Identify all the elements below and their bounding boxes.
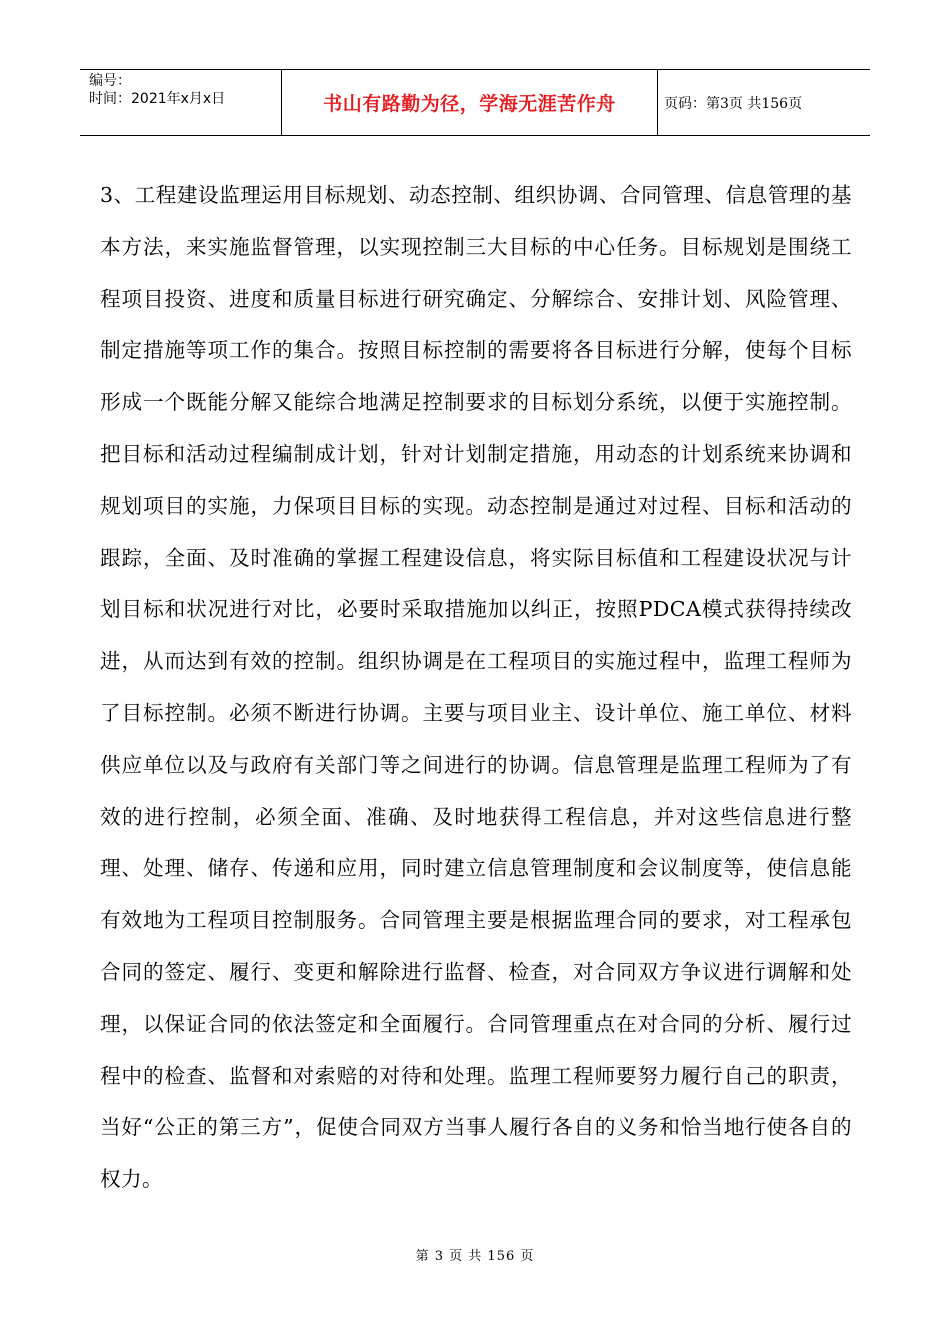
header-motto: 书山有路勤为径，学海无涯苦作舟 (323, 93, 616, 115)
header-motto-cell (282, 70, 658, 135)
page-header (80, 69, 870, 136)
page-footer (0, 1245, 950, 1264)
document-date-label: 时间：2021年x月x日 (89, 91, 226, 107)
header-page-info: 页码：第3页 共156页 (664, 95, 803, 112)
document-code-label: 编号： (89, 73, 131, 89)
header-meta-cell (80, 70, 282, 135)
footer-page-number: 第 3 页 共 156 页 (415, 1249, 535, 1264)
body-paragraph: 3、工程建设监理运用目标规划、动态控制、组织协调、合同管理、信息管理的基本方法，来实施监督管理，以实现控制三大目标的中心任务。目标规划是围绕工程项目投资、进度和质量目标进行研究确定、分解综合、安排计划、风险管理、制定措施等项工作的集合。按照目标控制的需要将各目标进行分解，使每个目标形成一个既能分解又能综合地满足控制要求的目标划分系统，以便于实施控制。把目标和活动过程编制成计划，针对计划制定措施，用动态的计划系统来协调和规划项目的实施，力保项目目标的实现。动态控制是通过对过程、目标和活动的跟踪，全面、及时准确的掌握工程建设信息，将实际目标值和工程建设状况与计划目标和状况进行对比，必要时采取措施加以纠正，按照PDCA模式获得持续改进，从而达到有效的控制。组织协调是在工程项目的实施过程中，监理工程师为了目标控制。必须不断进行协调。主要与项目业主、设计单位、施工单位、材料供应单位以及与政府有关部门等之间进行的协调。信息管理是监理工程师为了有效的进行控制，必须全面、准确、及时地获得工程信息，并对这些信息进行整理、处理、储存、传递和应用，同时建立信息管理制度和会议制度等，使信息能有效地为工程项目控制服务。合同管理主要是根据监理合同的要求，对工程承包合同的签定、履行、变更和解除进行监督、检查，对合同双方争议进行调解和处理，以保证合同的依法签定和全面履行。合同管理重点在对合同的分析、履行过程中的检查、监督和对索赔的对待和处理。监理工程师要努力履行自己的职责，当好“公正的第三方”，促使合同双方当事人履行各自的义务和恰当地行使各自的权力。 (100, 183, 852, 1192)
header-page-cell (658, 70, 870, 135)
